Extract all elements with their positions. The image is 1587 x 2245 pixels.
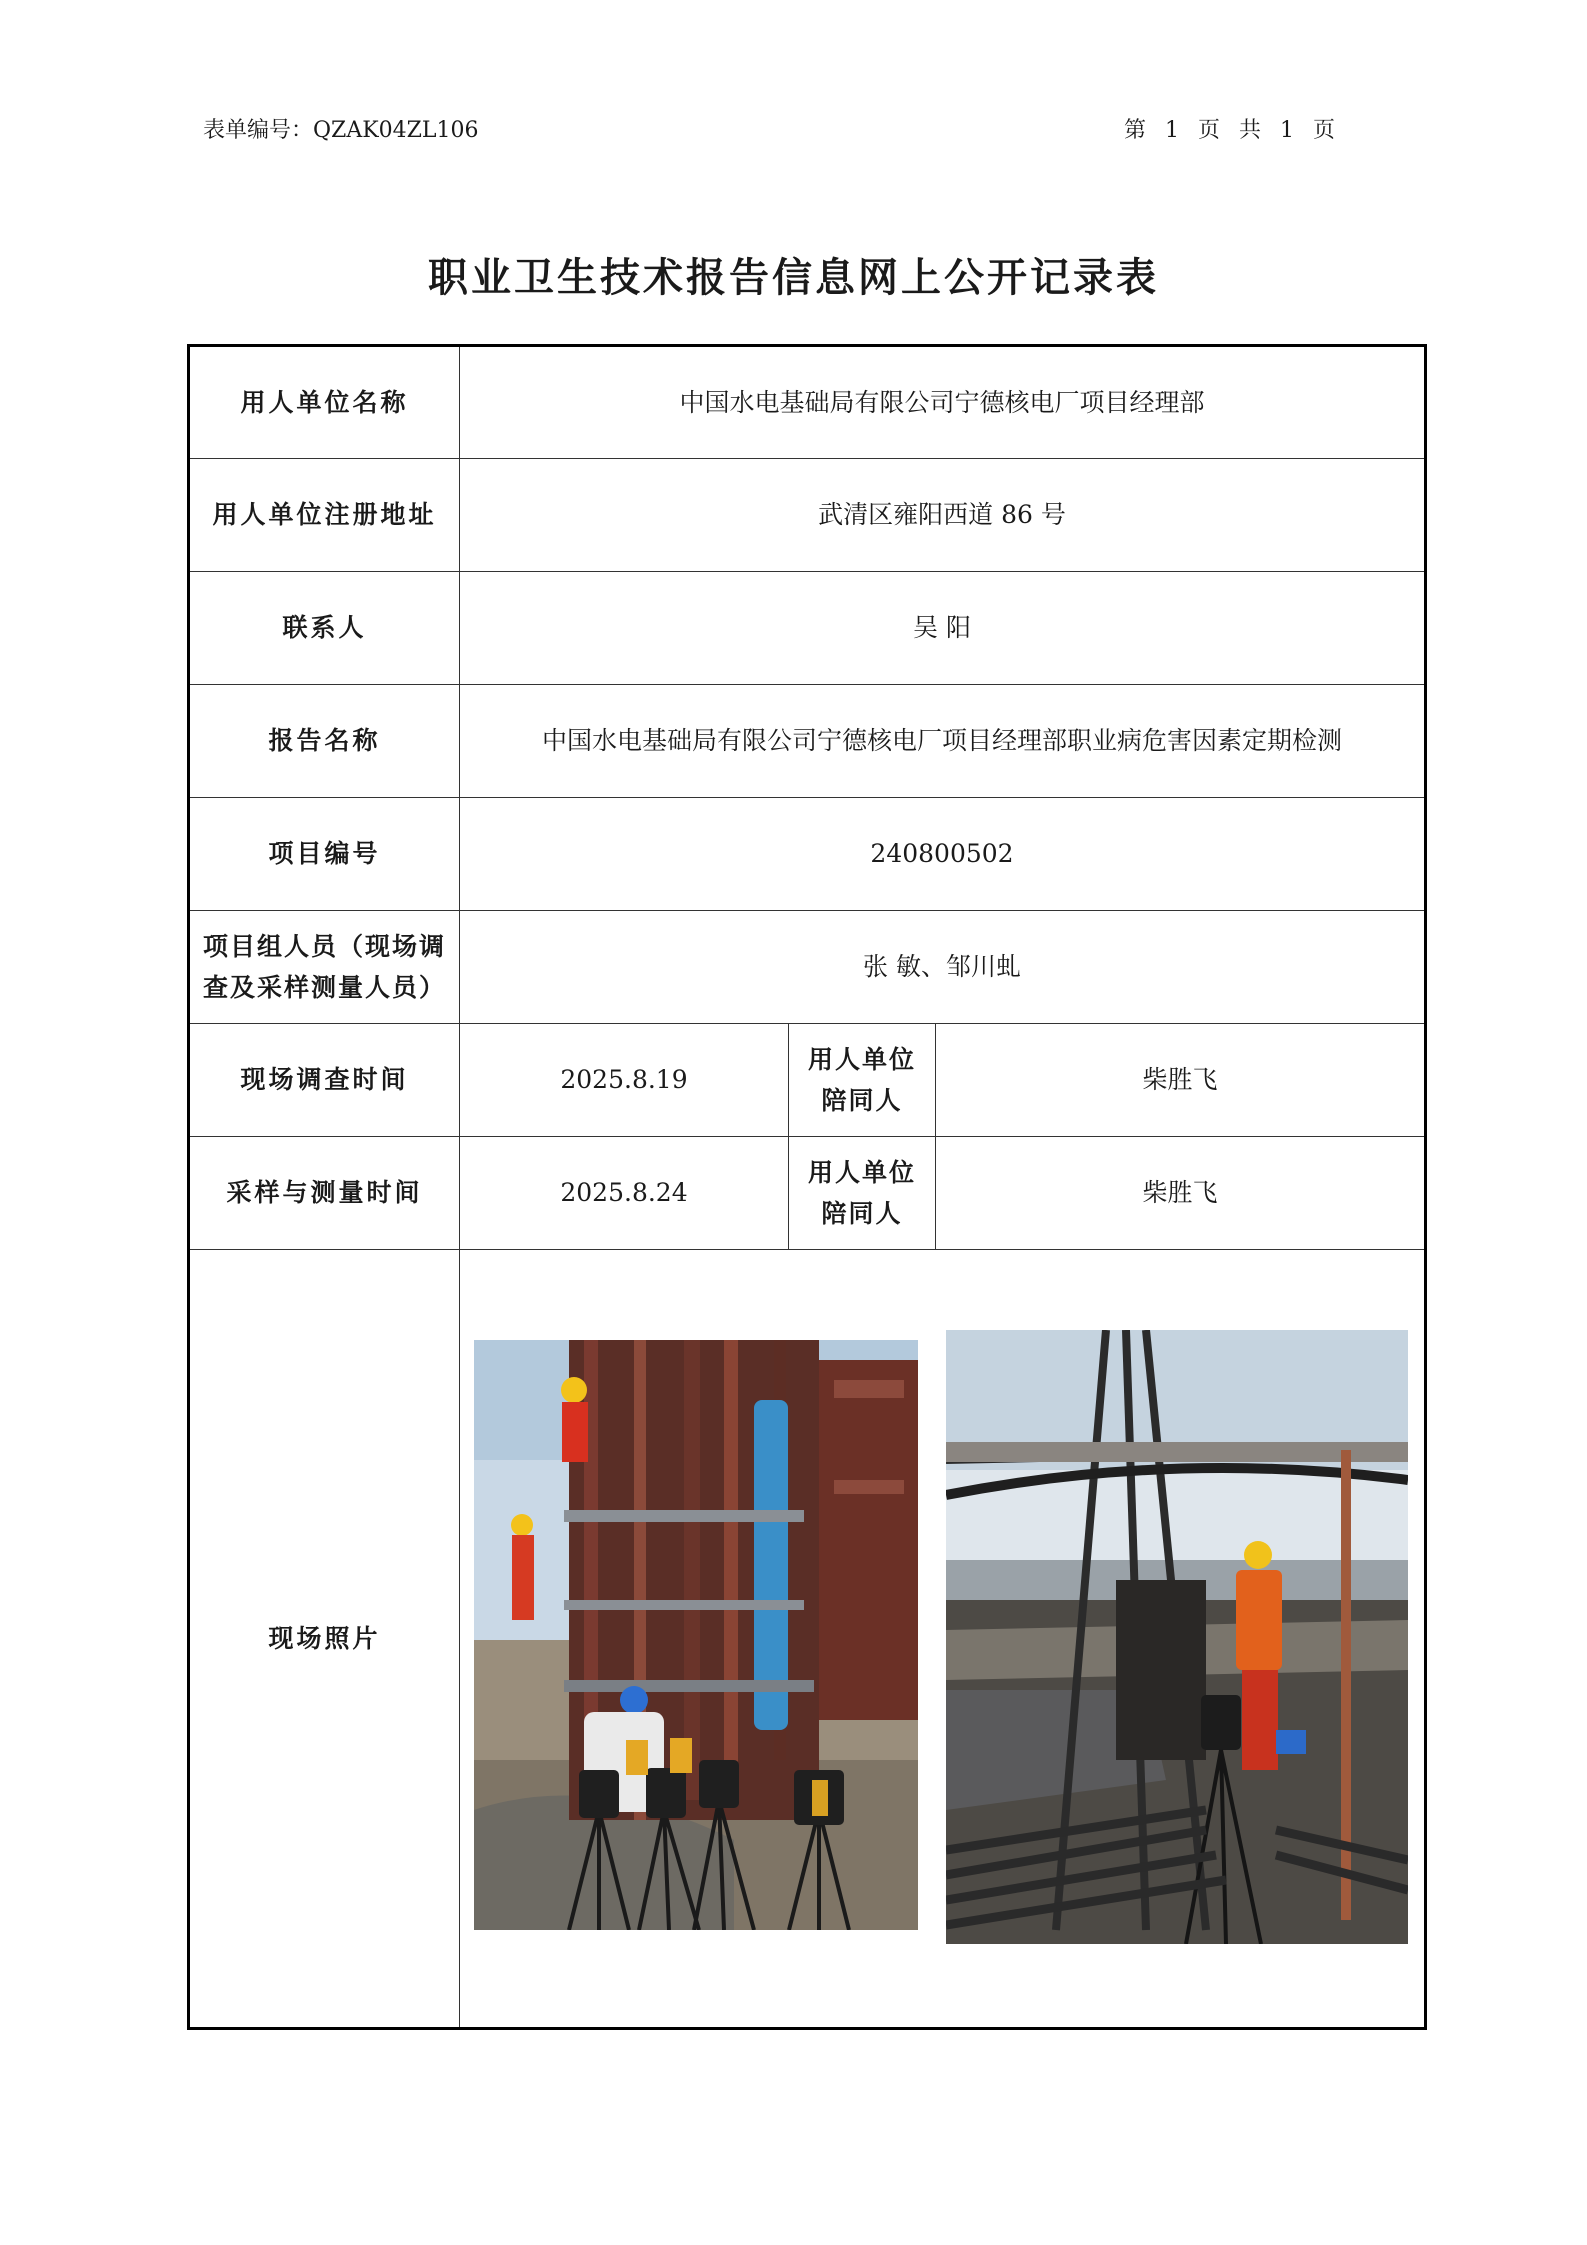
row-project-no: [189, 798, 1426, 911]
row-contact: [189, 572, 1426, 685]
sampling-time-value: 2025.8.24: [460, 1137, 789, 1250]
photos-label: 现场照片: [189, 1250, 460, 2029]
report-name-value: 中国水电基础局有限公司宁德核电厂项目经理部职业病危害因素定期检测: [460, 685, 1426, 798]
survey-time-value: 2025.8.19: [460, 1024, 789, 1137]
employer-name-value: 中国水电基础局有限公司宁德核电厂项目经理部: [460, 346, 1426, 459]
project-no-value: 240800502: [460, 798, 1426, 911]
sampling-time-label: 采样与测量时间: [189, 1137, 460, 1250]
site-photo-2: [946, 1330, 1408, 1944]
record-table: [187, 344, 1427, 2030]
report-name-label: 报告名称: [189, 685, 460, 798]
team-label: 项目组人员（现场调查及采样测量人员）: [189, 911, 460, 1024]
employer-address-label: 用人单位注册地址: [189, 459, 460, 572]
sampling-accompany-value: 柴胜飞: [936, 1137, 1426, 1250]
contact-label: 联系人: [189, 572, 460, 685]
photos-cell: [460, 1250, 1426, 2029]
contact-value: 吴 阳: [460, 572, 1426, 685]
row-photos: [189, 1250, 1426, 2029]
row-report-name: [189, 685, 1426, 798]
team-value: 张 敏、邹川虬: [460, 911, 1426, 1024]
survey-accompany-label: 用人单位陪同人: [789, 1024, 936, 1137]
employer-name-label: 用人单位名称: [189, 346, 460, 459]
page-info: 第 1 页 共 1 页: [1124, 118, 1341, 143]
employer-address-value: 武清区雍阳西道 86 号: [460, 459, 1426, 572]
row-team: [189, 911, 1426, 1024]
survey-time-label: 现场调查时间: [189, 1024, 460, 1137]
page-title: 职业卫生技术报告信息网上公开记录表: [428, 255, 1159, 301]
row-sampling-time: [189, 1137, 1426, 1250]
form-number: 表单编号：QZAK04ZL106: [203, 118, 479, 143]
row-survey-time: [189, 1024, 1426, 1137]
row-employer-name: [189, 346, 1426, 459]
row-employer-address: [189, 459, 1426, 572]
photos-container: [460, 1250, 1424, 2027]
site-photo-1: [474, 1340, 918, 1930]
sampling-accompany-label: 用人单位陪同人: [789, 1137, 936, 1250]
survey-accompany-value: 柴胜飞: [936, 1024, 1426, 1137]
project-no-label: 项目编号: [189, 798, 460, 911]
